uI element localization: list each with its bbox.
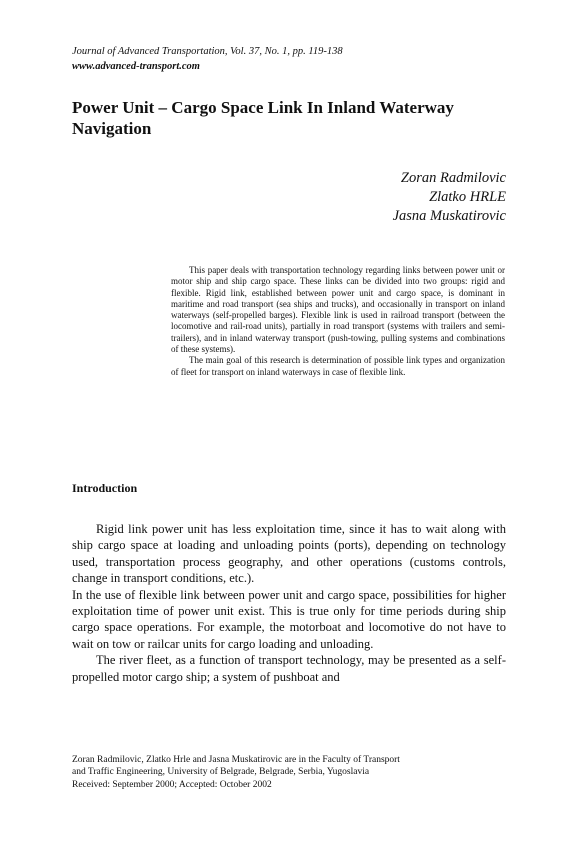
body-paragraph: In the use of flexible link between power unit and cargo space, possibilities for higher exploitation time of power unit exist. This is true only for time periods during ship cargo space operations. For example, the motorboat and locomotive do not have to wait on tow or railcar units for cargo loading and unloading. xyxy=(72,587,506,651)
author-name: Jasna Muskatirovic xyxy=(392,208,506,224)
introduction-body xyxy=(72,521,506,685)
author-list xyxy=(393,169,506,226)
journal-citation: Journal of Advanced Transportation, Vol. 37, No. 1, pp. 119-138 xyxy=(72,46,343,57)
body-paragraph: The river fleet, as a function of transport technology, may be presented as a self-propelled motor cargo ship; a system of pushboat and xyxy=(72,653,506,684)
author-name: Zoran Radmilovic xyxy=(400,170,506,186)
paper-title: Power Unit – Cargo Space Link In Inland Waterway Navigation xyxy=(72,98,454,138)
body-paragraph: Rigid link power unit has less exploitation time, since it has to wait along with ship cargo space at loading and unloading points (ports), depending on technology used, transportation process geography, and other operations (customs controls, change in transport conditions, etc.). xyxy=(72,522,506,586)
journal-url[interactable]: www.advanced-transport.com xyxy=(72,61,200,72)
footnote-line: and Traffic Engineering, University of Belgrade, Belgrade, Serbia, Yugoslavia xyxy=(72,767,370,778)
footnote-line: Received: September 2000; Accepted: October 2002 xyxy=(72,779,272,790)
author-footnote xyxy=(72,754,512,791)
abstract-paragraph: This paper deals with transportation technology regarding links between power unit or motor ship and ship cargo space. These links can be divided into two groups: rigid and flexible. Rigid link, established between power unit and cargo space, is dominant in maritime and road transport (sea ships and trucks), and occasionally in transport on inland waterways (self-propelled barges). Flexible link is used in railroad transport (between the locomotive and rail-road units), partially in road transport (systems with trailers and semi-trailers), and in inland waterway transport (push-towing, pulling systems and combinations of these systems). xyxy=(171,265,505,355)
section-heading-introduction: Introduction xyxy=(72,481,138,495)
author-name: Zlatko HRLE xyxy=(429,189,506,205)
footnote-line: Zoran Radmilovic, Zlatko Hrle and Jasna Muskatirovic are in the Faculty of Transport xyxy=(72,755,400,765)
abstract-paragraph: The main goal of this research is determination of possible link types and organization of fleet for transport on inland waterways in case of flexible link. xyxy=(171,355,505,377)
abstract xyxy=(171,265,505,378)
